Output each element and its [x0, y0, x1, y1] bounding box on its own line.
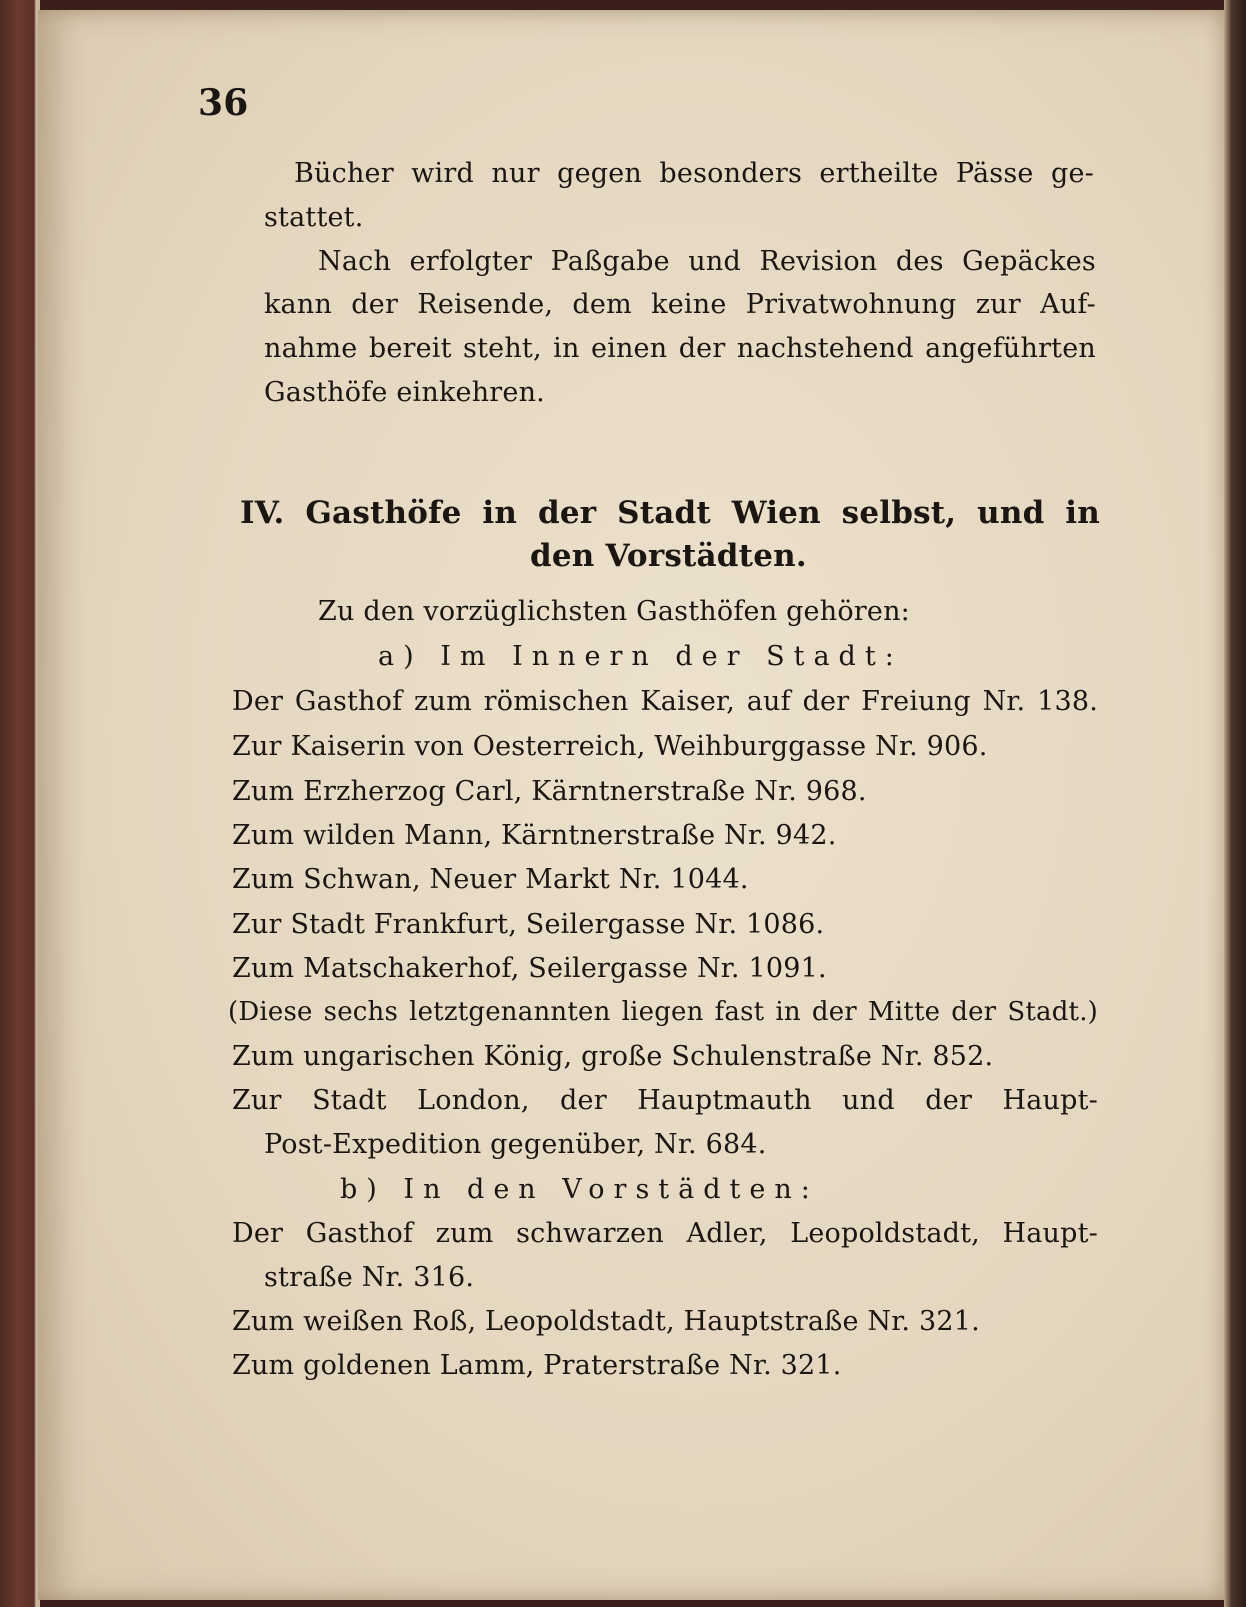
subsection-heading: b) In den Vorstädten: — [340, 1174, 819, 1205]
list-item: Zum wilden Mann, Kärntnerstraße Nr. 942. — [232, 820, 837, 851]
text-line: Bücher wird nur gegen besonders ertheilte Pässe ge- — [294, 158, 1094, 189]
section-heading: den Vorstädten. — [530, 538, 807, 574]
list-item: Post-Expedition gegenüber, Nr. 684. — [264, 1129, 767, 1160]
list-item: Zur Stadt London, der Hauptmauth und der Haupt- — [232, 1085, 1098, 1116]
list-item: Der Gasthof zum römischen Kaiser, auf der Freiung Nr. 138. — [232, 686, 1098, 717]
list-item: Zum Schwan, Neuer Markt Nr. 1044. — [232, 864, 749, 895]
text-line: kann der Reisende, dem keine Privatwohnung zur Auf- — [264, 289, 1096, 320]
text-line: Nach erfolgter Paßgabe und Revision des Gepäckes — [318, 246, 1096, 277]
list-item: Der Gasthof zum schwarzen Adler, Leopoldstadt, Haupt- — [232, 1218, 1098, 1249]
list-item: Zum Matschakerhof, Seilergasse Nr. 1091. — [232, 953, 827, 984]
list-item: straße Nr. 316. — [264, 1262, 475, 1293]
text-line: nahme bereit steht, in einen der nachstehend angeführten — [264, 333, 1096, 364]
list-item: Zur Kaiserin von Oesterreich, Weihburggasse Nr. 906. — [232, 731, 988, 762]
book-edge — [1224, 0, 1246, 1607]
list-item: Zum ungarischen König, große Schulenstraße Nr. 852. — [232, 1041, 994, 1072]
page-number: 36 — [198, 82, 249, 124]
list-item: Zur Stadt Frankfurt, Seilergasse Nr. 1086. — [232, 909, 825, 940]
list-item: Zum goldenen Lamm, Praterstraße Nr. 321. — [232, 1350, 842, 1381]
list-item: Zum weißen Roß, Leopoldstadt, Hauptstraße Nr. 321. — [232, 1306, 980, 1337]
subsection-heading: a) Im Innern der Stadt: — [378, 641, 903, 672]
list-item: Zum Erzherzog Carl, Kärntnerstraße Nr. 968. — [232, 776, 867, 807]
text-line: (Diese sechs letztgenannten liegen fast in der Mitte der Stadt.) — [228, 997, 1098, 1027]
text-line: stattet. — [264, 202, 364, 233]
text-line: Zu den vorzüglichsten Gasthöfen gehören: — [318, 596, 910, 627]
text-line: Gasthöfe einkehren. — [264, 377, 545, 408]
section-heading: IV. Gasthöfe in der Stadt Wien selbst, und in — [240, 495, 1100, 531]
